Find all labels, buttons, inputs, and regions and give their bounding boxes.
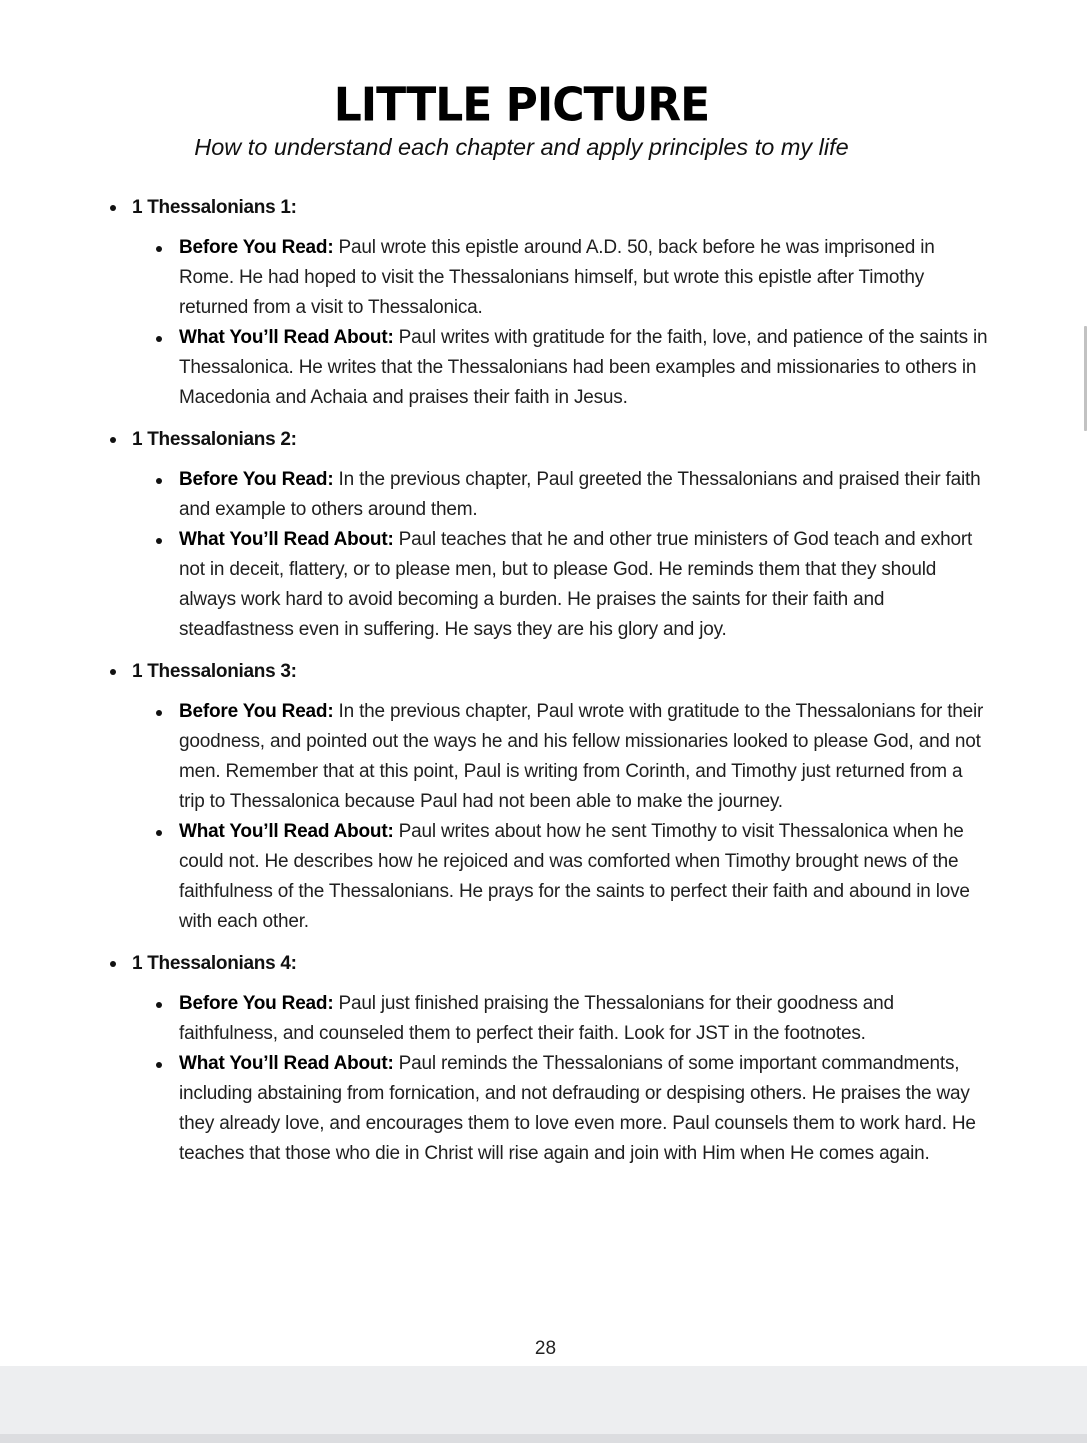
what-youll-read-about-item [154, 1049, 988, 1169]
chapter-item-list [132, 465, 988, 645]
what-youll-read-about-item [154, 817, 988, 937]
next-page-edge [0, 1434, 1087, 1443]
before-you-read-item [154, 989, 988, 1049]
bullet-icon [156, 336, 162, 342]
item-label: What You’ll Read About: [179, 327, 394, 348]
chapter-entry [108, 425, 988, 645]
chapter-item-list [132, 233, 988, 413]
item-label: What You’ll Read About: [179, 529, 394, 550]
bullet-icon [156, 1002, 162, 1008]
before-you-read-item [154, 465, 988, 525]
item-text: In the previous chapter, Paul wrote with gratitude to the Thessalonians for their goodness, and pointed out the ways he and his fellow missionaries looked to please God, and not men. Remember that at this point, Paul is writing from Corinth, and Timothy just returned from a trip to Thessalonica because Paul had not been able to make the journey. [179, 701, 984, 812]
item-label: What You’ll Read About: [179, 1053, 394, 1074]
bullet-icon [156, 478, 162, 484]
chapter-summaries [108, 193, 988, 1181]
item-text: Paul reminds the Thessalonians of some important commandments, including abstaining from fornication, and not defrauding or despising others. He praises the way they already love, and encourages them to love even more. Paul counsels them to work hard. He teaches that those who die in Christ will rise again and join with Him when He comes again. [179, 1053, 976, 1164]
item-text: Paul writes with gratitude for the faith, love, and patience of the saints in Thessalonica. He writes that the Thessalonians had been examples and missionaries to others in Macedonia and Achaia and praises their faith in Jesus. [179, 327, 988, 408]
viewer-background [0, 1366, 1087, 1434]
bullet-icon [110, 437, 116, 443]
bullet-icon [156, 538, 162, 544]
chapter-item-list [132, 989, 988, 1169]
bullet-icon [156, 710, 162, 716]
chapter-title: 1 Thessalonians 2: [132, 429, 297, 450]
item-text: Paul writes about how he sent Timothy to visit Thessalonica when he could not. He describes how he rejoiced and was comforted when Timothy brought news of the faithfulness of the Thessalonians. He prays for the saints to perfect their faith and abound in love with each other. [179, 821, 970, 932]
item-label: Before You Read: [179, 993, 334, 1014]
item-text: In the previous chapter, Paul greeted the Thessalonians and praised their faith and example to others around them. [179, 469, 981, 520]
page-number: 28 [534, 1338, 557, 1359]
chapter-entry [108, 949, 988, 1169]
chapter-entry [108, 193, 988, 413]
item-text: Paul just finished praising the Thessalonians for their goodness and faithfulness, and counseled them to perfect their faith. Look for JST in the footnotes. [179, 993, 894, 1044]
before-you-read-item [154, 697, 988, 817]
chapter-title: 1 Thessalonians 3: [132, 661, 297, 682]
item-label: Before You Read: [179, 237, 334, 258]
chapter-title: 1 Thessalonians 4: [132, 953, 297, 974]
bullet-icon [110, 669, 116, 675]
before-you-read-item [154, 233, 988, 323]
item-text: Paul wrote this epistle around A.D. 50, back before he was imprisoned in Rome. He had hoped to visit the Thessalonians himself, but wrote this epistle after Timothy returned from a visit to Thessalonica. [179, 237, 935, 318]
page-title: LITTLE PICTURE [333, 78, 710, 133]
bullet-icon [110, 961, 116, 967]
bullet-icon [156, 1062, 162, 1068]
item-text: Paul teaches that he and other true ministers of God teach and exhort not in deceit, flattery, or to please men, but to please God. He reminds them that they should always work hard to avoid becoming a burden. He praises the saints for their faith and steadfastness even in suffering. He says they are his glory and joy. [179, 529, 973, 640]
bullet-icon [110, 205, 116, 211]
chapter-title: 1 Thessalonians 1: [132, 197, 297, 218]
item-label: Before You Read: [179, 469, 334, 490]
item-label: Before You Read: [179, 701, 334, 722]
chapter-entry [108, 657, 988, 937]
page-subtitle: How to understand each chapter and apply principles to my life [194, 134, 849, 160]
item-label: What You’ll Read About: [179, 821, 394, 842]
bullet-icon [156, 830, 162, 836]
what-youll-read-about-item [154, 525, 988, 645]
chapter-item-list [132, 697, 988, 937]
what-youll-read-about-item [154, 323, 988, 413]
bullet-icon [156, 246, 162, 252]
chapter-list [108, 193, 988, 1169]
